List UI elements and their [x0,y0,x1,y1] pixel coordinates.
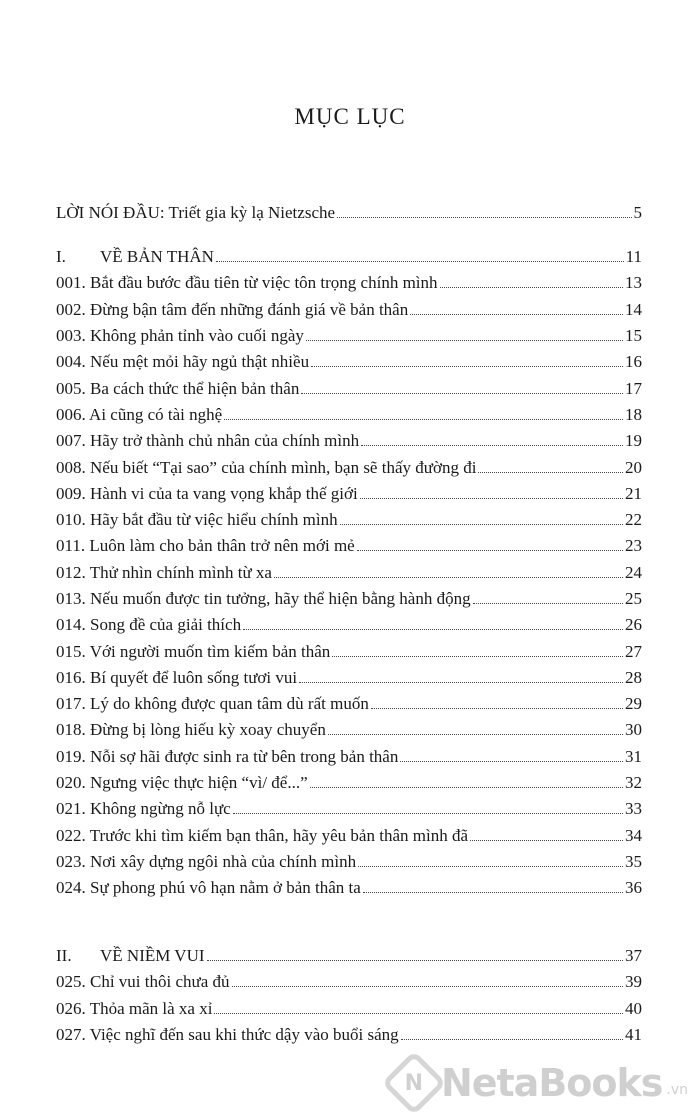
watermark [391,1060,688,1106]
toc-entry-label: LỜI NÓI ĐẦU: Triết gia kỳ lạ Nietzsche [56,203,336,223]
toc-entry-label: 012. Thử nhìn chính mình từ xa [56,562,272,582]
toc-entry-page: 20 [625,457,642,477]
leader-dots [410,298,623,315]
toc-entry-page: 22 [625,510,642,530]
watermark-suffix: .vn [666,1082,688,1098]
toc-entry-label: 008. Nếu biết “Tại sao” của chính mình, bạn sẽ thấy đường đi [56,457,477,477]
toc-entry [56,350,642,376]
toc-entry-label: 016. Bí quyết để luôn sống tươi vui [56,667,298,687]
toc-entry-label: 006. Ai cũng có tài nghệ [56,404,223,424]
toc-entry [56,970,642,996]
toc-entry-page: 27 [625,641,642,661]
toc-entry-label: 013. Nếu muốn được tin tưởng, hãy thể hiện bằng hành động [56,589,471,608]
toc-entry-page: 30 [625,720,642,740]
leader-dots [232,970,623,987]
toc-entry-label: 011. Luôn làm cho bản thân trở nên mới mẻ [56,536,355,556]
toc-entry-label: 005. Ba cách thức thể hiện bản thân [56,378,300,398]
leader-dots [478,455,623,472]
toc-entry-page: 19 [625,431,642,451]
toc-entry-label: 026. Thỏa mãn là xa xỉ [56,998,213,1018]
toc-entry [56,824,642,850]
leader-dots [306,324,623,341]
toc-entry [56,324,642,350]
toc-entry-page: 17 [625,378,642,398]
toc-entry-page: 32 [625,773,642,793]
toc-entry [56,692,642,718]
toc-entry-label: 022. Trước khi tìm kiếm bạn thân, hãy yêu bản thân mình đã [56,825,468,845]
toc-entry-preface [56,201,642,227]
section-page: 11 [625,247,642,267]
leader-dots [214,997,623,1014]
toc-entry-page: 40 [625,998,642,1018]
toc-entry [56,561,642,587]
leader-dots [361,429,623,446]
toc-entry-label: 027. Việc nghĩ đến sau khi thức dậy vào buổi sáng [56,1025,399,1045]
leader-dots [357,534,623,551]
leader-dots [360,482,623,499]
toc-entry-label: 010. Hãy bắt đầu từ việc hiểu chính mình [56,510,338,530]
toc-entry [56,666,642,692]
toc-entry [56,639,642,665]
leader-dots [337,201,631,218]
toc-entry-page: 33 [625,799,642,819]
netabooks-logo-icon: N [381,1050,446,1115]
leader-dots [328,718,623,735]
leader-dots [371,692,623,709]
leader-dots [310,771,623,788]
toc-entry-label: 002. Đừng bận tâm đến những đánh giá về bản thân [56,299,409,319]
toc-entry-page: 25 [625,589,642,608]
section-1-block [56,245,642,902]
toc-entry-label: 014. Song đề của giải thích [56,615,242,635]
toc-entry-label: 017. Lý do không được quan tâm dù rất muốn [56,694,369,714]
toc-entry [56,403,642,429]
toc-entry-label: 001. Bắt đầu bước đầu tiên từ việc tôn trọng chính mình [56,273,438,293]
leader-dots [473,587,623,604]
toc-entry-page: 24 [625,562,642,582]
toc-entry-page: 31 [625,746,642,766]
toc-entry-page: 39 [625,972,642,992]
toc-entry-label: 024. Sự phong phú vô hạn nằm ở bản thân ta [56,878,361,898]
leader-dots [299,666,623,683]
toc-entry [56,482,642,508]
toc-entry-page: 5 [633,203,642,223]
section-title: VỀ NIỀM VUI [100,946,205,966]
toc-entry [56,613,642,639]
leader-dots [470,824,623,841]
toc-entry [56,376,642,402]
toc-entry [56,534,642,560]
toc-entry-page: 16 [625,352,642,372]
toc-entry [56,429,642,455]
toc-entry-page: 41 [625,1025,642,1045]
preface-block [56,201,642,227]
toc-entry-label: 023. Nơi xây dựng ngôi nhà của chính mình [56,851,357,871]
toc-entry [56,271,642,297]
leader-dots [243,613,623,630]
leader-dots [274,561,623,578]
toc-entry-label: 018. Đừng bị lòng hiếu kỳ xoay chuyển [56,720,326,740]
toc-entry [56,455,642,481]
toc-entry-page: 34 [625,825,642,845]
leader-dots [340,508,623,525]
section-heading [56,245,642,271]
section-2-block [56,944,642,1049]
toc-entry [56,718,642,744]
leader-dots [207,944,623,961]
section-heading [56,944,642,970]
toc-entry [56,797,642,823]
leader-dots [332,639,623,656]
leader-dots [224,403,623,420]
toc-entry [56,876,642,902]
toc-entry-page: 29 [625,694,642,714]
toc-entry-label: 004. Nếu mệt mỏi hãy ngủ thật nhiều [56,352,310,372]
toc-entry [56,745,642,771]
toc-entry-page: 13 [625,273,642,293]
toc-entry-label: 020. Ngưng việc thực hiện “vì/ để...” [56,773,308,793]
page-title: MỤC LỤC [294,104,406,129]
leader-dots [363,876,623,893]
section-title: VỀ BẢN THÂN [100,247,214,267]
leader-dots [440,271,623,288]
toc-entry [56,771,642,797]
toc-entry-page: 15 [625,326,642,346]
toc-entry [56,508,642,534]
toc-entry-label: 015. Với người muốn tìm kiếm bản thân [56,641,331,661]
leader-dots [401,1023,623,1040]
toc-entry-page: 23 [625,536,642,556]
leader-dots [311,350,623,367]
toc-entry-label: 021. Không ngừng nỗ lực [56,799,231,819]
leader-dots [358,850,623,867]
toc-entry-page: 36 [625,878,642,898]
section-number: II. [56,946,72,966]
toc-entry-label: 019. Nỗi sợ hãi được sinh ra từ bên trong bản thân [56,746,399,766]
leader-dots [216,245,624,262]
section-number: I. [56,247,66,267]
toc-entry-page: 18 [625,404,642,424]
section-page: 37 [625,946,642,966]
toc-entry-label: 003. Không phản tỉnh vào cuối ngày [56,326,304,346]
toc-entry-page: 28 [625,667,642,687]
toc-entry [56,997,642,1023]
watermark-text: NetaBooks [440,1061,663,1105]
toc-entry-page: 26 [625,615,642,635]
toc-entry-label: 025. Chỉ vui thôi chưa đủ [56,972,230,992]
toc-entry-page: 14 [625,299,642,319]
toc-entry [56,587,642,613]
leader-dots [233,797,623,814]
toc-entry-page: 21 [625,483,642,503]
leader-dots [301,376,623,393]
toc-entry [56,1023,642,1049]
toc-entry [56,298,642,324]
toc-entry-label: 007. Hãy trở thành chủ nhân của chính mình [56,431,360,451]
leader-dots [400,745,623,762]
toc-entry [56,850,642,876]
toc-entry-page: 35 [625,851,642,871]
toc-entry-label: 009. Hành vi của ta vang vọng khắp thế giới [56,483,358,503]
